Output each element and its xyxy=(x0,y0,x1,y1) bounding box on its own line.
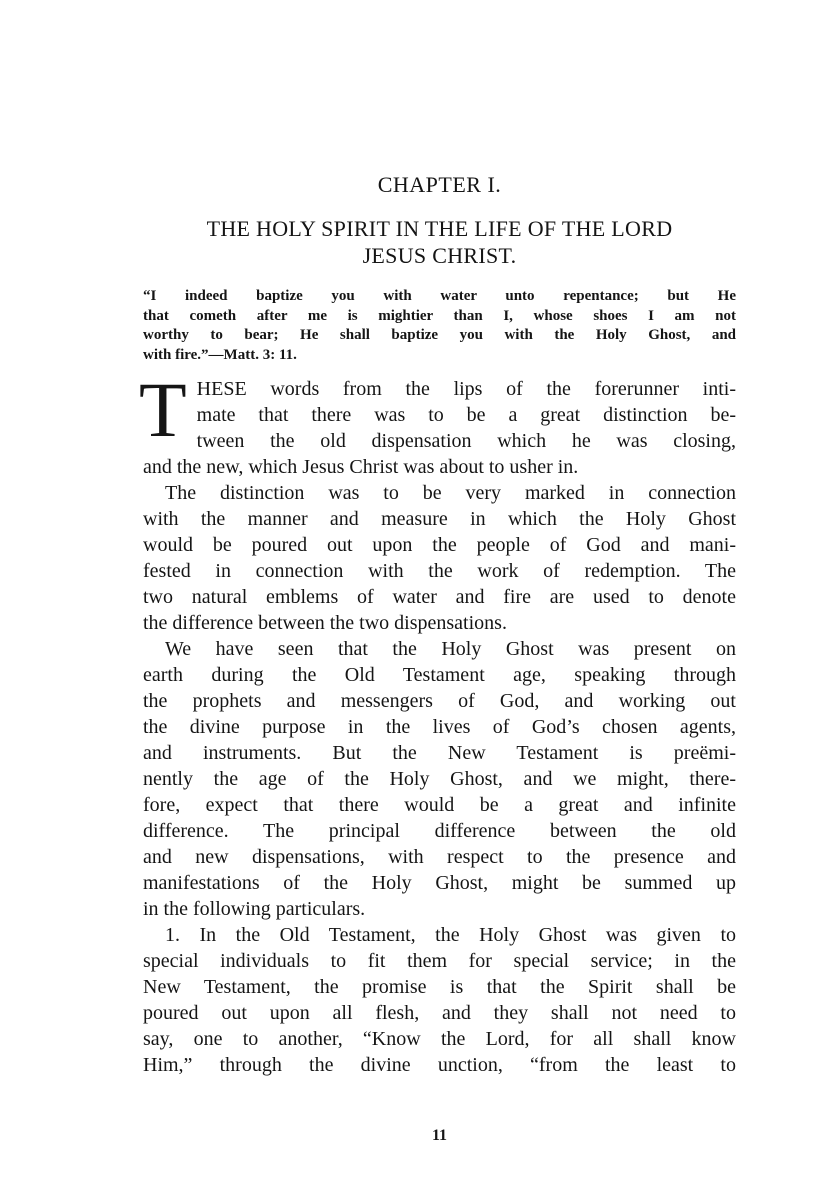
text-line: two natural emblems of water and fire are used to denote xyxy=(143,586,736,608)
drop-cap: T xyxy=(139,366,187,453)
text-line: and instruments. But the New Testament is preëmi- xyxy=(143,742,736,764)
text-line: the difference between the two dispensations. xyxy=(143,612,507,634)
epigraph-line: that cometh after me is mightier than I, whose shoes I am not xyxy=(143,307,736,324)
text-line: mate that there was to be a great distinction be- xyxy=(196,404,736,426)
text-line: nently the age of the Holy Ghost, and we might, there- xyxy=(143,768,736,790)
text-line: manifestations of the Holy Ghost, might be summed up xyxy=(143,872,736,894)
chapter-number: CHAPTER I. xyxy=(377,172,502,197)
paragraph-4 xyxy=(143,922,736,1078)
text-line: in the following particulars. xyxy=(143,898,366,920)
text-line: and the new, which Jesus Christ was about to usher in. xyxy=(143,456,579,478)
text-line: Him,” through the divine unction, “from the least to xyxy=(143,1054,736,1076)
paragraph-3 xyxy=(143,636,736,922)
epigraph-line: “I indeed baptize you with water unto repentance; but He xyxy=(143,288,736,304)
text-line: say, one to another, “Know the Lord, for all shall know xyxy=(143,1028,736,1050)
epigraph-line: worthy to bear; He shall baptize you with the Holy Ghost, and xyxy=(143,327,736,343)
text-line: fested in connection with the work of redemption. The xyxy=(143,560,736,582)
text-line: earth during the Old Testament age, speaking through xyxy=(143,664,736,686)
text-line: the divine purpose in the lives of God’s chosen agents, xyxy=(143,716,736,738)
text-line: the prophets and messengers of God, and working out xyxy=(143,690,736,712)
epigraph-line: with fire.”—Matt. 3: 11. xyxy=(143,346,297,363)
epigraph-quote xyxy=(143,287,736,365)
body-text xyxy=(139,366,736,1078)
text-line: fore, expect that there would be a great and infinite xyxy=(143,794,736,816)
paragraph-2 xyxy=(143,480,736,636)
text-line: with the manner and measure in which the Holy Ghost xyxy=(143,508,736,530)
chapter-title xyxy=(143,215,736,269)
text-line: tween the old dispensation which he was closing, xyxy=(196,430,736,452)
page-number: 11 xyxy=(431,1127,448,1144)
text-line: The distinction was to be very marked in connection xyxy=(165,482,736,504)
text-line: special individuals to fit them for special service; in the xyxy=(143,950,736,972)
paragraph-1 xyxy=(139,366,736,480)
text-line: HESE words from the lips of the forerunner inti- xyxy=(196,378,736,400)
chapter-title-line: THE HOLY SPIRIT IN THE LIFE OF THE LORD xyxy=(206,216,673,241)
text-line: and new dispensations, with respect to the presence and xyxy=(143,846,736,868)
text-line: would be poured out upon the people of God and mani- xyxy=(143,534,736,556)
chapter-title-line: JESUS CHRIST. xyxy=(362,243,517,268)
text-line: We have seen that the Holy Ghost was present on xyxy=(165,638,736,660)
text-line: difference. The principal difference between the old xyxy=(143,820,736,842)
text-line: New Testament, the promise is that the Spirit shall be xyxy=(143,976,736,998)
text-line: 1. In the Old Testament, the Holy Ghost was given to xyxy=(165,924,736,946)
text-line: poured out upon all flesh, and they shall not need to xyxy=(143,1002,736,1024)
